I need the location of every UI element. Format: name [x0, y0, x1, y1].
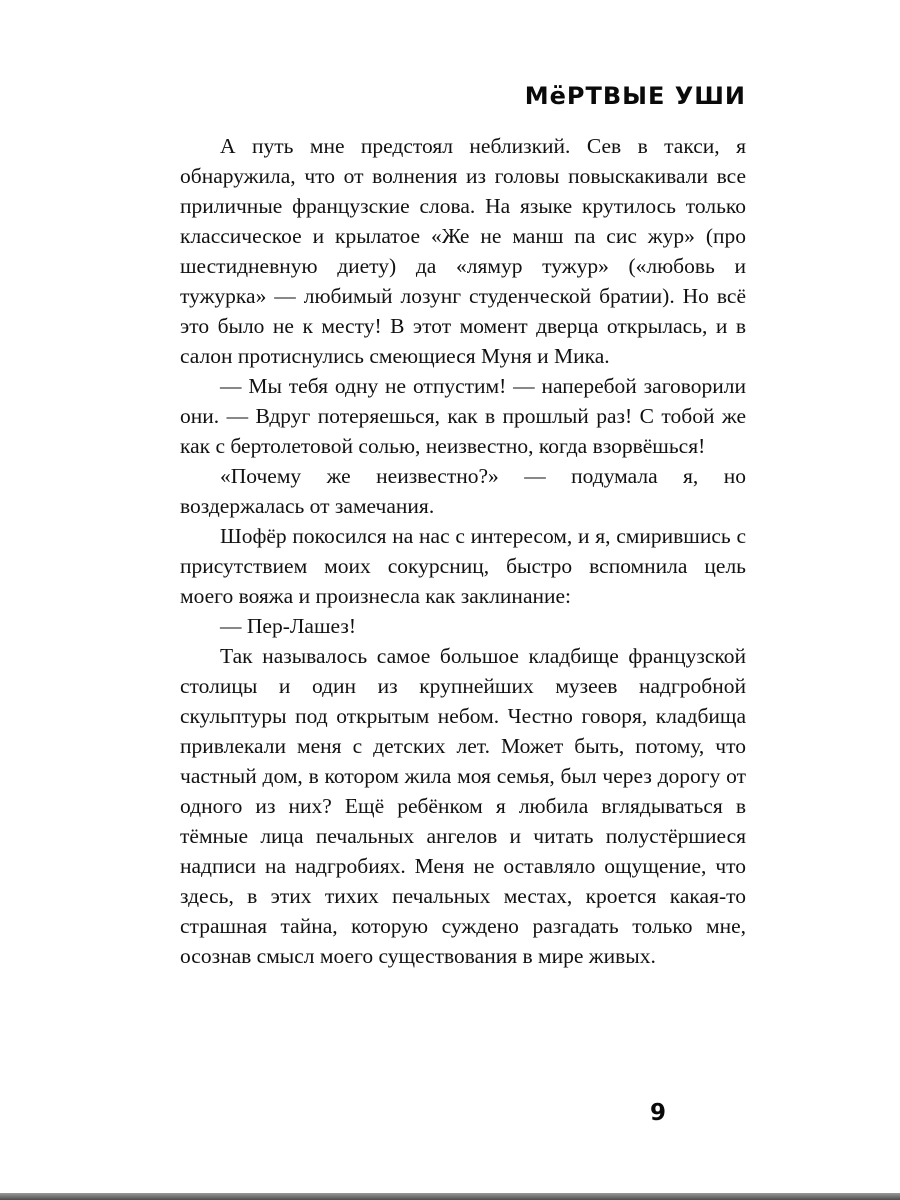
- paragraph: — Пер-Лашез!: [220, 614, 356, 638]
- body-text: [180, 131, 746, 971]
- paragraph: Так называлось самое большое кладбище французской столицы и один из крупнейших музеев надгробной скульптуры под открытым небом. Честно говоря, кладбища привлекали меня с детских лет. Может быть, потому, что частный дом, в котором жила моя семья, был через дорогу от одного из них? Ещё ребёнком я любила вглядываться в тёмные лица печальных ангелов и читать полустёршиеся надписи на надгробиях. Меня не оставляло ощущение, что здесь, в этих тихих печальных местах, кроется какая-то страшная тайна, которую суждено разгадать только мне, осознав смысл моего существования в мире живых.: [180, 644, 746, 968]
- paragraph: «Почему же неизвестно?» — подумала я, но воздержалась от замечания.: [180, 464, 746, 518]
- paragraph: Шофёр покосился на нас с интересом, и я, смирившись с присутствием моих сокурсниц, быстро вспомнила цель моего вояжа и произнесла как заклинание:: [180, 524, 746, 608]
- page-number: 9: [650, 1100, 667, 1126]
- scan-edge: [0, 1193, 900, 1200]
- paragraph: — Мы тебя одну не отпустим! — наперебой заговорили они. — Вдруг потеряешься, как в прошлый раз! С тобой же как с бертолетовой солью, неизвестно, когда взорвёшься!: [180, 374, 746, 458]
- running-head-title: МёРТВЫЕ УШИ: [524, 82, 746, 110]
- paragraph: А путь мне предстоял неблизкий. Сев в такси, я обнаружила, что от волнения из головы повыскакивали все приличные французские слова. На языке крутилось только классическое и крылатое «Же не манш па сис жур» (про шестидневную диету) да «лямур тужур» («любовь и тужурка» — любимый лозунг студенческой братии). Но всё это было не к месту! В этот момент дверца открылась, и в салон протиснулись смеющиеся Муня и Мика.: [180, 134, 746, 368]
